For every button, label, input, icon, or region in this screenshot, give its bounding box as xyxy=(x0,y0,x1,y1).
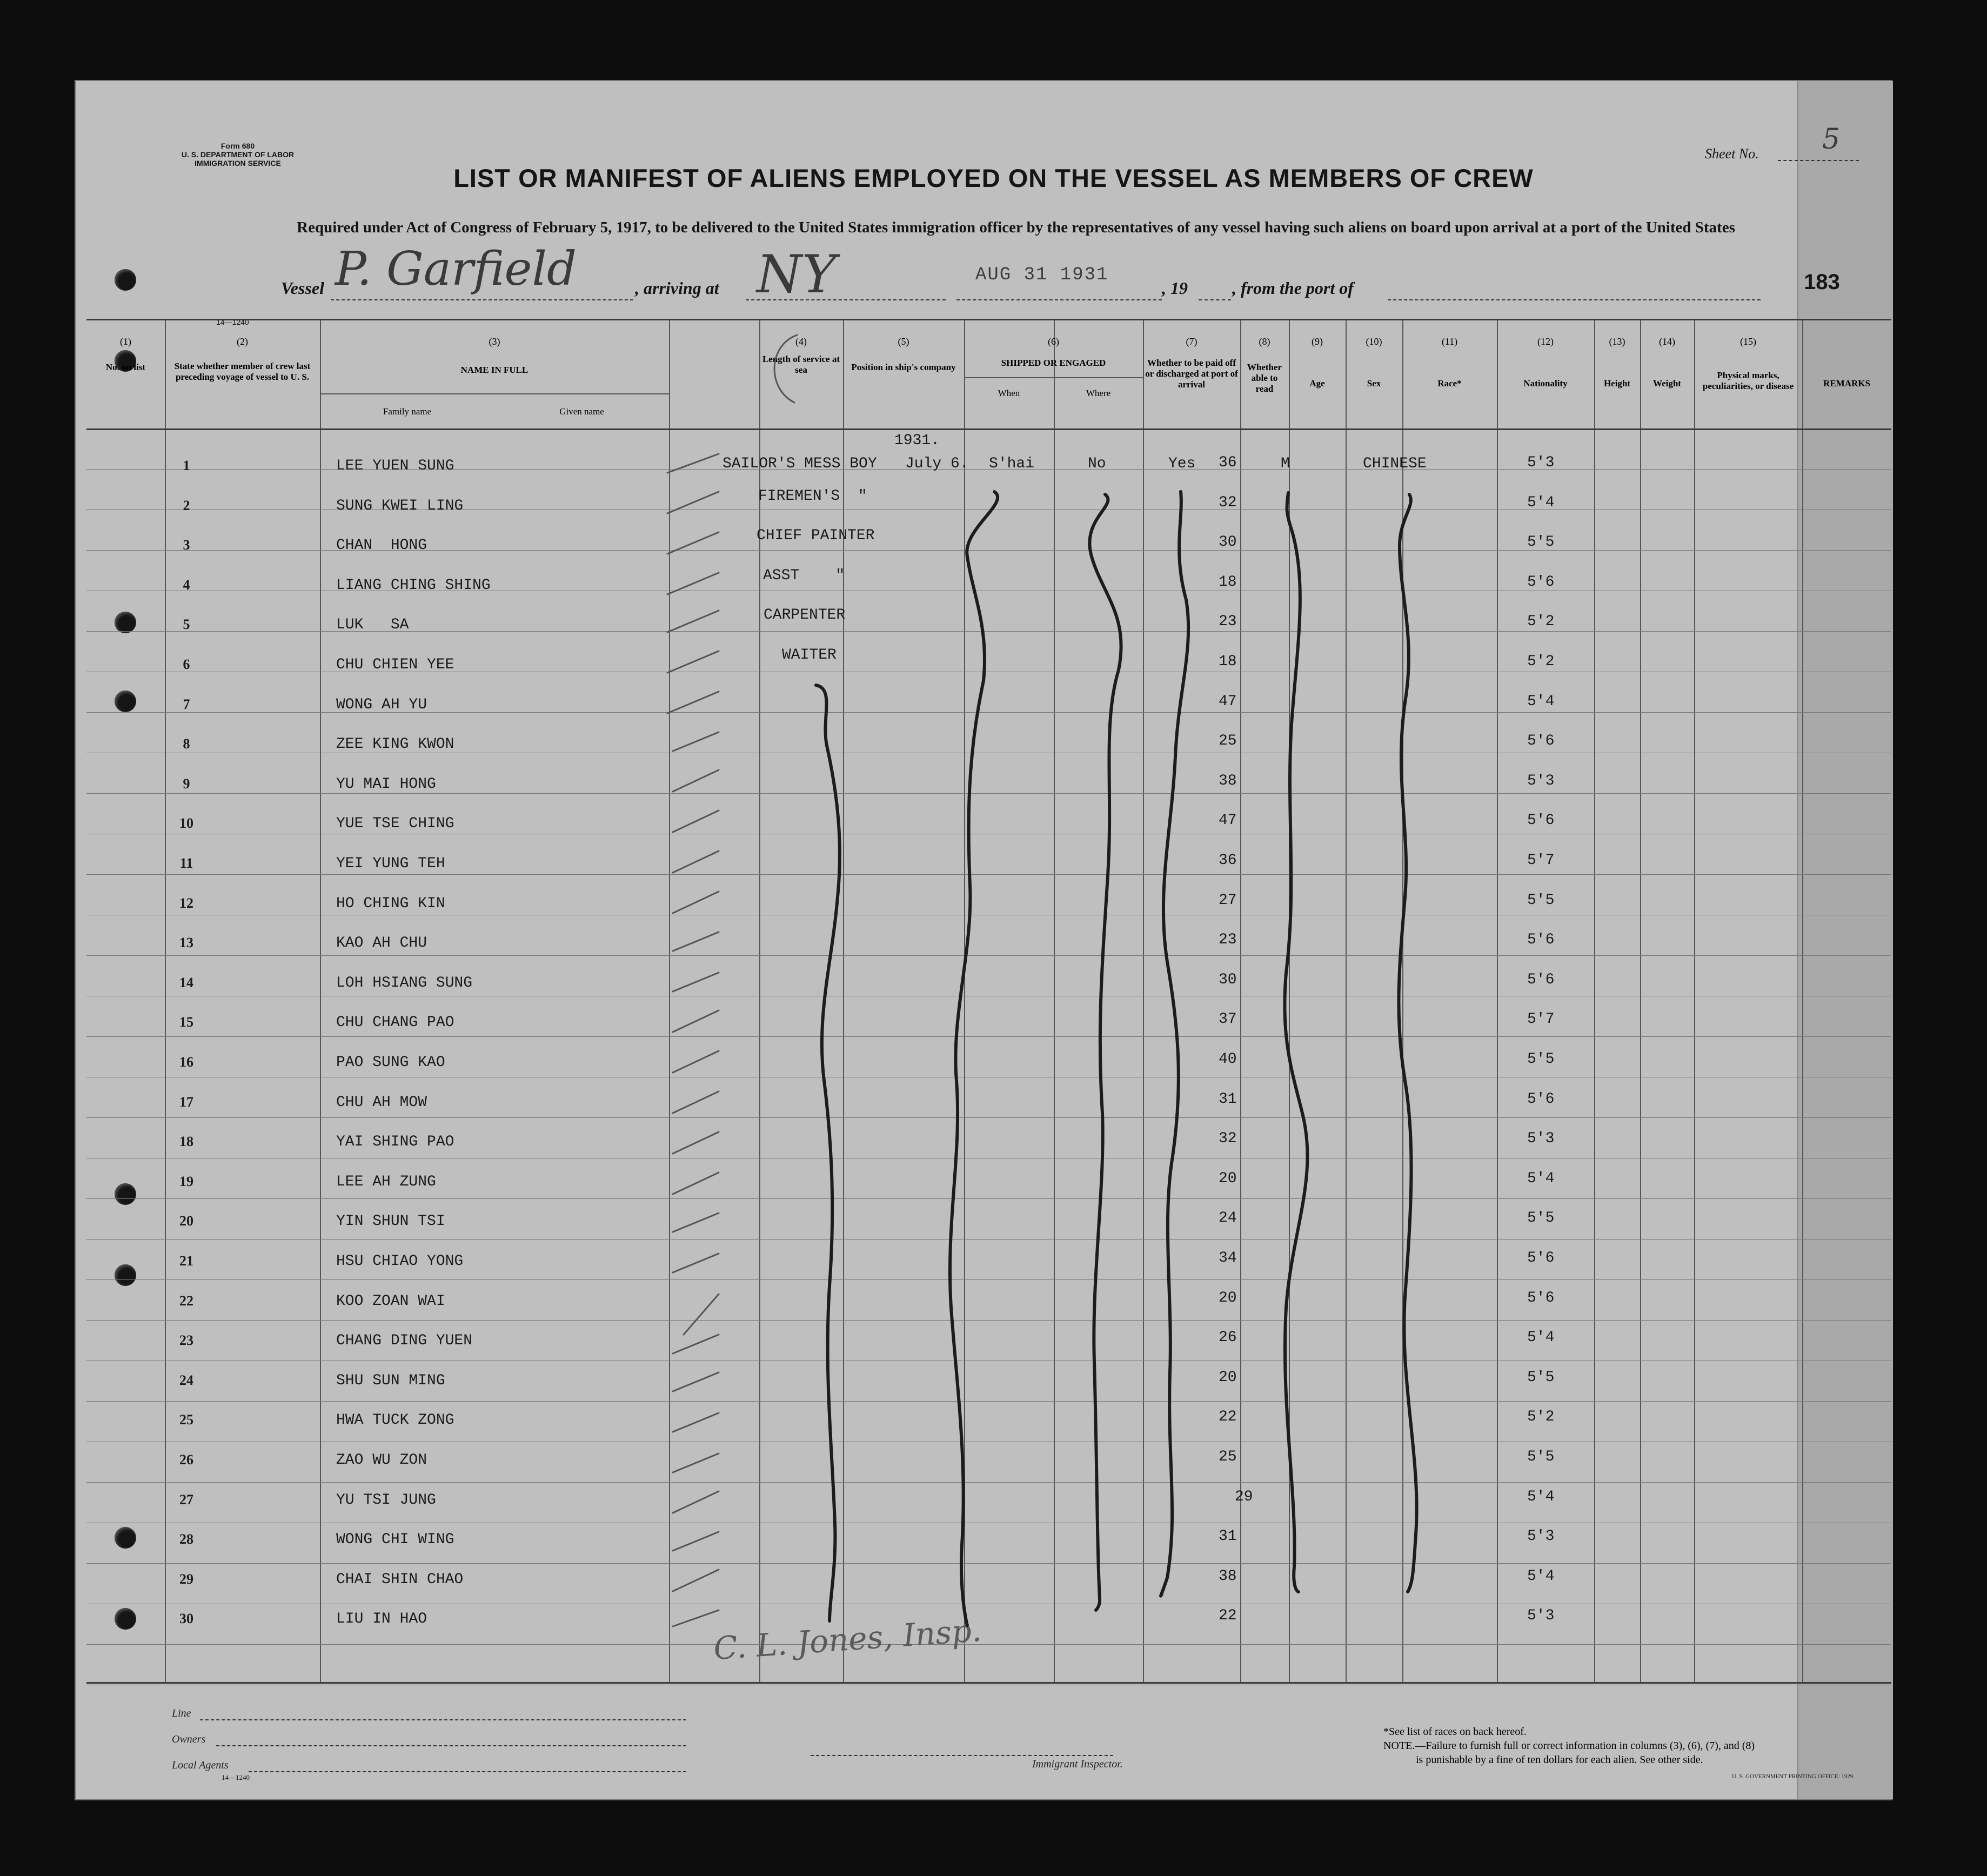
crew-height: 5'6 xyxy=(1527,1250,1555,1267)
column-divider xyxy=(1402,320,1403,1682)
column-number-c7: (7) xyxy=(1186,336,1197,347)
row-divider xyxy=(86,1401,1891,1402)
owners-label: Owners xyxy=(172,1733,206,1745)
column-header-c1: No. on list xyxy=(105,362,146,372)
crew-name: LEE YUEN SUNG xyxy=(336,458,454,474)
form-number: Form 680 xyxy=(220,142,255,150)
crew-age: 27 xyxy=(1219,892,1237,909)
row-number: 26 xyxy=(179,1452,193,1468)
column-divider xyxy=(320,320,321,1682)
row-number: 17 xyxy=(179,1094,193,1110)
row-number: 29 xyxy=(179,1571,193,1587)
crew-age: 25 xyxy=(1219,1449,1237,1465)
crew-height: 5'4 xyxy=(1527,1567,1555,1585)
column-header-c2: State whether member of crew last preceding voyage of vessel to U. S. xyxy=(174,361,311,382)
column-number-c1: (1) xyxy=(120,336,131,347)
crew-name: WONG AH YU xyxy=(336,696,427,713)
row-number: 18 xyxy=(179,1134,193,1150)
line-label: Line xyxy=(172,1707,191,1719)
column-divider xyxy=(1346,320,1347,1682)
column-divider xyxy=(1143,320,1144,1682)
crew-name: YIN SHUN TSI xyxy=(336,1213,445,1230)
crew-name: CHU CHANG PAO xyxy=(336,1014,454,1031)
crew-name: HO CHING KIN xyxy=(336,895,445,912)
service-name: IMMIGRATION SERVICE xyxy=(195,159,281,168)
crew-name: LEE AH ZUNG xyxy=(336,1173,436,1190)
column-header-when: When xyxy=(998,388,1020,398)
crew-age: 20 xyxy=(1219,1289,1237,1306)
row-number: 9 xyxy=(183,775,190,792)
column-divider xyxy=(165,320,166,1682)
crew-height: 5'5 xyxy=(1527,892,1555,909)
crew-age: 31 xyxy=(1219,1528,1237,1545)
column-number-c13: (13) xyxy=(1609,336,1625,347)
crew-age: 40 xyxy=(1219,1051,1237,1068)
crew-height: 5'4 xyxy=(1527,1170,1555,1187)
column-number-c2: (2) xyxy=(237,336,248,347)
row-divider xyxy=(86,1239,1891,1240)
shipped-when: July 6. xyxy=(905,455,969,472)
crew-age: 32 xyxy=(1219,1130,1237,1148)
row-number: 5 xyxy=(183,617,190,633)
column-header-given: Given name xyxy=(559,406,604,417)
crew-name: ZEE KING KWON xyxy=(336,736,454,753)
sex-value: M xyxy=(1281,455,1290,472)
row-number: 21 xyxy=(179,1253,193,1269)
crew-name: ZAO WU ZON xyxy=(336,1452,427,1469)
crew-height: 5'5 xyxy=(1527,1449,1555,1465)
crew-age: 32 xyxy=(1219,494,1237,511)
binder-hole xyxy=(115,269,136,291)
row-divider xyxy=(86,1117,1891,1118)
crew-age: 20 xyxy=(1219,1170,1237,1187)
crew-height: 5'3 xyxy=(1527,1130,1555,1148)
position-row-6: WAITER xyxy=(782,647,837,664)
footnote-penalty-1: NOTE.—Failure to furnish full or correct information in columns (3), (6), (7), and (8) xyxy=(1383,1740,1755,1752)
crew-height: 5'7 xyxy=(1527,852,1555,869)
column-number-c5: (5) xyxy=(898,336,909,347)
crew-age: 18 xyxy=(1219,573,1237,591)
position-row-5: CARPENTER xyxy=(764,607,846,624)
crew-name: SUNG KWEI LING xyxy=(336,497,464,514)
crew-height: 5'6 xyxy=(1527,1289,1555,1306)
crew-age: 38 xyxy=(1219,772,1237,789)
position-row-4: ASST " xyxy=(763,567,845,584)
row-number: 15 xyxy=(179,1014,193,1030)
crew-age: 24 xyxy=(1219,1210,1237,1227)
row-number: 23 xyxy=(179,1332,193,1349)
crew-height: 5'3 xyxy=(1527,1607,1555,1625)
header-print-code: 14—1240 xyxy=(216,318,249,326)
subheader-divider xyxy=(964,377,1143,378)
crew-name: LIANG CHING SHING xyxy=(336,577,491,594)
crew-height: 5'2 xyxy=(1527,1409,1555,1426)
crew-age: 38 xyxy=(1219,1567,1237,1585)
column-number-c10: (10) xyxy=(1366,336,1382,347)
column-header-c8: Whether able to read xyxy=(1247,362,1282,394)
crew-height: 5'3 xyxy=(1527,454,1555,471)
row-divider xyxy=(86,1644,1891,1645)
row-number: 28 xyxy=(179,1531,193,1547)
crew-name: LIU IN HAO xyxy=(336,1611,427,1628)
crew-age: 31 xyxy=(1219,1090,1237,1108)
crew-height: 5'5 xyxy=(1527,534,1555,551)
page-number: 183 xyxy=(1804,270,1840,294)
column-header-where: Where xyxy=(1086,388,1111,398)
crew-height: 5'6 xyxy=(1527,971,1555,988)
crew-name: SHU SUN MING xyxy=(336,1372,445,1389)
column-header-c3: NAME IN FULL xyxy=(460,365,528,375)
column-header-c6: SHIPPED OR ENGAGED xyxy=(1001,358,1106,368)
column-number-c6: (6) xyxy=(1048,336,1059,347)
column-header-c10: Sex xyxy=(1367,378,1381,388)
column-header-c5: Position in ship's company xyxy=(851,362,956,372)
column-number-c3: (3) xyxy=(489,336,500,347)
arriving-port: NY xyxy=(757,244,837,305)
crew-height: 5'6 xyxy=(1527,573,1555,591)
crew-age: 36 xyxy=(1219,852,1237,869)
row-number: 3 xyxy=(183,537,190,553)
crew-name: HWA TUCK ZONG xyxy=(336,1412,454,1429)
row-divider xyxy=(86,1482,1891,1483)
crew-name: HSU CHIAO YONG xyxy=(336,1253,464,1270)
column-divider xyxy=(759,320,760,1682)
row-divider xyxy=(86,1563,1891,1564)
crew-name: LUK SA xyxy=(336,617,409,634)
row-number: 24 xyxy=(179,1372,193,1388)
column-divider xyxy=(1240,320,1241,1682)
vessel-label: Vessel xyxy=(281,278,324,298)
column-header-c11: Race* xyxy=(1437,378,1462,388)
footer-print-code: 14—1240 xyxy=(222,1773,250,1781)
row-number: 27 xyxy=(179,1491,193,1508)
crew-name: YUE TSE CHING xyxy=(336,815,454,833)
from-port-label: , from the port of xyxy=(1232,278,1354,298)
crew-age: 25 xyxy=(1219,733,1237,750)
subheader-divider xyxy=(320,393,669,394)
crew-age: 20 xyxy=(1219,1369,1237,1386)
crew-height: 5'7 xyxy=(1527,1011,1555,1028)
crew-height: 5'5 xyxy=(1527,1210,1555,1227)
row-number: 8 xyxy=(183,736,190,752)
crew-age: 47 xyxy=(1219,693,1237,710)
shipped-year: 1931. xyxy=(894,432,940,449)
row-number: 20 xyxy=(179,1213,193,1229)
year-label: , 19 xyxy=(1162,278,1188,298)
row-number: 14 xyxy=(179,974,193,990)
crew-name: KAO AH CHU xyxy=(336,935,427,952)
crew-height: 5'6 xyxy=(1527,733,1555,750)
column-number-c15: (15) xyxy=(1740,336,1756,347)
crew-height: 5'5 xyxy=(1527,1051,1555,1068)
column-header-c15: Physical marks, peculiarities, or disease xyxy=(1702,370,1794,391)
row-number: 30 xyxy=(179,1611,193,1627)
row-divider xyxy=(86,874,1891,875)
crew-age: 30 xyxy=(1219,534,1237,551)
column-number-c14: (14) xyxy=(1659,336,1675,347)
column-header-c16: REMARKS xyxy=(1823,378,1870,388)
column-header-c9: Age xyxy=(1309,378,1325,388)
paid-off-value: No xyxy=(1088,455,1106,472)
crew-height: 5'2 xyxy=(1527,653,1555,670)
inspector-label: Immigrant Inspector. xyxy=(1032,1758,1123,1770)
row-number: 6 xyxy=(183,656,190,672)
row-number: 11 xyxy=(179,855,193,871)
row-divider xyxy=(86,1320,1891,1321)
crew-age: 22 xyxy=(1219,1607,1237,1625)
row-divider xyxy=(86,1279,1891,1280)
column-divider xyxy=(1497,320,1498,1682)
crew-age: 37 xyxy=(1219,1011,1237,1028)
column-divider xyxy=(1594,320,1595,1682)
shipped-where: S'hai xyxy=(989,455,1035,472)
crew-height: 5'6 xyxy=(1527,1090,1555,1108)
column-number-c4: (4) xyxy=(795,336,807,347)
crew-name: YU MAI HONG xyxy=(336,775,436,793)
date-stamp: AUG 31 1931 xyxy=(975,265,1109,285)
crew-name: YAI SHING PAO xyxy=(336,1134,454,1151)
crew-height: 5'4 xyxy=(1527,1488,1555,1505)
crew-height: 5'4 xyxy=(1527,693,1555,710)
crew-age: 22 xyxy=(1219,1409,1237,1426)
form-subtitle: Required under Act of Congress of February 5, 1917, to be delivered to the United States immigration officer by the representatives of any vessel having such aliens on board upon arrival at a port of the United States xyxy=(297,219,1735,236)
row-number: 12 xyxy=(179,895,193,911)
crew-name: YU TSI JUNG xyxy=(336,1491,436,1509)
row-number: 13 xyxy=(179,935,193,951)
footnote-penalty-2: is punishable by a fine of ten dollars for each alien. See other side. xyxy=(1416,1754,1703,1766)
position-row-1: SAILOR'S MESS BOY xyxy=(722,455,877,472)
column-divider xyxy=(843,320,844,1682)
crew-height: 5'5 xyxy=(1527,1369,1555,1386)
column-divider xyxy=(964,320,965,1682)
form-title: LIST OR MANIFEST OF ALIENS EMPLOYED ON THE VESSEL AS MEMBERS OF CREW xyxy=(453,164,1534,192)
crew-name: LOH HSIANG SUNG xyxy=(336,974,473,991)
column-divider xyxy=(1054,320,1055,1682)
crew-height: 5'3 xyxy=(1527,772,1555,789)
row-divider xyxy=(86,1036,1891,1037)
row-divider xyxy=(86,955,1891,956)
crew-name: YEI YUNG TEH xyxy=(336,855,445,872)
column-divider xyxy=(1289,320,1290,1682)
column-divider xyxy=(1694,320,1695,1682)
position-row-2: FIREMEN'S " xyxy=(758,487,867,505)
crew-height: 5'4 xyxy=(1527,1329,1555,1346)
crew-height: 5'6 xyxy=(1527,812,1555,829)
crew-height: 5'2 xyxy=(1527,613,1555,631)
column-header-c12: Nationality xyxy=(1523,378,1568,388)
crew-height: 5'4 xyxy=(1527,494,1555,511)
crew-age: 26 xyxy=(1219,1329,1237,1346)
crew-name: WONG CHI WING xyxy=(336,1531,454,1549)
row-number: 7 xyxy=(183,696,190,712)
crew-name: PAO SUNG KAO xyxy=(336,1054,445,1071)
crew-age: 30 xyxy=(1219,971,1237,988)
row-number: 25 xyxy=(179,1412,193,1428)
row-number: 19 xyxy=(179,1173,193,1189)
sheet-number-value: 5 xyxy=(1822,123,1841,156)
crew-age: 36 xyxy=(1219,454,1237,471)
crew-name: CHAN HONG xyxy=(336,537,427,554)
row-divider xyxy=(86,793,1891,794)
row-divider xyxy=(86,1198,1891,1199)
row-number: 16 xyxy=(179,1054,193,1070)
crew-height: 5'3 xyxy=(1527,1528,1555,1545)
footnote-block xyxy=(1383,1725,1755,1767)
printer-credit: U. S. GOVERNMENT PRINTING OFFICE: 1929 xyxy=(1732,1773,1854,1780)
header-divider xyxy=(86,428,1891,430)
footnote-races: *See list of races on back hereof. xyxy=(1383,1726,1527,1738)
position-row-3: CHIEF PAINTER xyxy=(757,527,875,545)
vessel-name: P. Garfield xyxy=(335,242,577,296)
column-divider xyxy=(1802,320,1803,1682)
crew-age: 47 xyxy=(1219,812,1237,829)
department-name: U. S. DEPARTMENT OF LABOR xyxy=(181,150,295,159)
column-header-family: Family name xyxy=(383,406,432,417)
crew-age: 18 xyxy=(1219,653,1237,670)
crew-name: CHANG DING YUEN xyxy=(336,1332,473,1350)
column-divider xyxy=(1640,320,1641,1682)
column-header-c7: Whether to be paid off or discharged at port of arrival xyxy=(1145,358,1238,390)
able-to-read-value: Yes xyxy=(1168,455,1196,472)
row-number: 2 xyxy=(183,497,190,513)
sheet-number-label: Sheet No. xyxy=(1705,146,1759,162)
column-header-c14: Weight xyxy=(1653,378,1681,388)
crew-name: KOO ZOAN WAI xyxy=(336,1292,445,1310)
column-header-c13: Height xyxy=(1603,378,1631,388)
column-number-c8: (8) xyxy=(1259,336,1270,347)
inspector-signature: C. L. Jones, Insp. xyxy=(712,1611,983,1667)
row-number: 10 xyxy=(179,815,193,832)
row-number: 22 xyxy=(179,1292,193,1309)
column-number-c11: (11) xyxy=(1441,336,1458,347)
column-divider xyxy=(669,320,670,1682)
crew-age: 23 xyxy=(1219,613,1237,631)
crew-name: CHAI SHIN CHAO xyxy=(336,1571,464,1588)
crew-table xyxy=(86,319,1891,1684)
column-header-c4: Length of service at sea xyxy=(762,354,840,375)
crew-name: CHU CHIEN YEE xyxy=(336,656,454,673)
race-value: CHINESE xyxy=(1363,455,1427,472)
arriving-label: , arriving at xyxy=(635,278,719,298)
column-number-c12: (12) xyxy=(1537,336,1554,347)
local-agents-label: Local Agents xyxy=(172,1759,229,1771)
crew-height: 5'6 xyxy=(1527,932,1555,949)
column-number-c9: (9) xyxy=(1312,336,1323,347)
crew-age: 23 xyxy=(1219,932,1237,949)
row-number: 4 xyxy=(183,577,190,593)
row-number: 1 xyxy=(183,458,190,473)
crew-age: 34 xyxy=(1219,1250,1237,1267)
crew-name: CHU AH MOW xyxy=(336,1094,427,1111)
crew-age: 29 xyxy=(1235,1488,1253,1505)
